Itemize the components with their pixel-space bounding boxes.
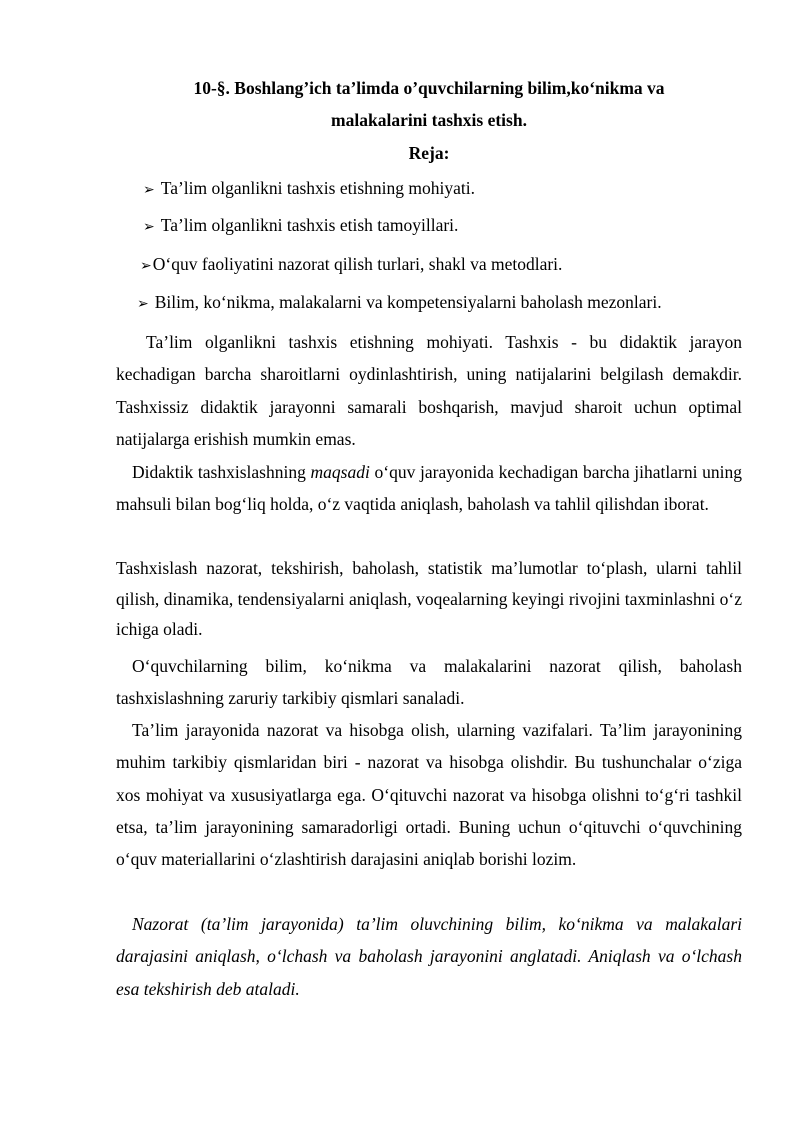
section-title-line-1: 10-§. Boshlang’ich ta’limda o’quvchilarning bilim,ko‘nikma va — [193, 78, 665, 98]
arrow-bullet-icon: ➢ — [137, 296, 149, 312]
plan-item-text: Bilim, ko‘nikma, malakalarni va kompetensiyalarni baholash mezonlari. — [154, 292, 662, 312]
plan-item-text: Ta’lim olganlikni tashxis etish tamoyillari. — [160, 215, 459, 235]
plan-item-text: O‘quv faoliyatini nazorat qilish turlari, shakl va metodlari. — [152, 254, 563, 274]
paragraph-text: Didaktik tashxislashning — [132, 462, 311, 482]
arrow-bullet-icon: ➢ — [143, 219, 155, 235]
arrow-bullet-icon: ➢ — [140, 258, 152, 274]
paragraph-control-tasks: Ta’lim jarayonida nazorat va hisobga olish, ularning vazifalari. Ta’lim jarayonining muhim tarkibiy qismlaridan biri - nazorat va hisobga olishdir. Bu tushunchalar o‘ziga xos mohiyat va xususiyatlarga ega. O‘qituvchi nazorat va hisobga olishni to‘g‘ri tashkil etsa, ta’lim jarayonining samaradorligi ortadi. Buning uchun o‘qituvchi o‘quvchining o‘quv materiallarini o‘zlashtirish darajasini aniqlab borishi lozim. — [116, 720, 742, 870]
plan-item-1 — [143, 178, 475, 200]
paragraph-control-definition: Nazorat (ta’lim jarayonida) ta’lim oluvchining bilim, ko‘nikma va malakalari darajasini aniqlash, o‘lchash va baholash jarayonini anglatadi. Aniqlash va o‘lchash esa tekshirish deb ataladi. — [116, 914, 742, 999]
plan-label: Reja: — [408, 143, 450, 163]
plan-item-2 — [143, 215, 458, 237]
paragraph-diagnosis-scope: Tashxislash nazorat, tekshirish, baholash, statistik ma’lumotlar to‘plash, ularni tahlil qilish, dinamika, tendensiyalarni aniqlash, voqealarning keyingi rivojini taxminlashni o‘z ichiga oladi. — [116, 558, 742, 639]
paragraph-diagnosis-essence: Ta’lim olganlikni tashxis etishning mohiyati. Tashxis - bu didaktik jarayon kechadigan barcha sharoitlarni oydinlashtirish, uning natijalarini belgilash demakdir. Tashxissiz didaktik jarayonni samarali boshqarish, mavjud sharoit uchun optimal natijalarga erishish mumkin emas. — [116, 332, 742, 449]
arrow-bullet-icon: ➢ — [143, 182, 155, 198]
paragraph-diagnosis-purpose — [116, 456, 742, 521]
emphasis-purpose: maqsadi — [310, 462, 370, 482]
paragraph-control-components: O‘quvchilarning bilim, ko‘nikma va malakalarini nazorat qilish, baholash tashxislashning zaruriy tarkibiy qismlari sanaladi. — [116, 656, 742, 709]
section-title-line-2: malakalarini tashxis etish. — [331, 110, 527, 130]
paragraph-text: o‘quv jarayonida kechadigan barcha jihatlarni uning mahsuli bilan bog‘liq holda, o‘z vaqtida aniqlash, baholash va tahlil qilishdan iborat. — [116, 462, 742, 515]
plan-item-text: Ta’lim olganlikni tashxis etishning mohiyati. — [160, 178, 475, 198]
plan-item-4 — [137, 292, 662, 314]
plan-item-3 — [140, 254, 562, 276]
